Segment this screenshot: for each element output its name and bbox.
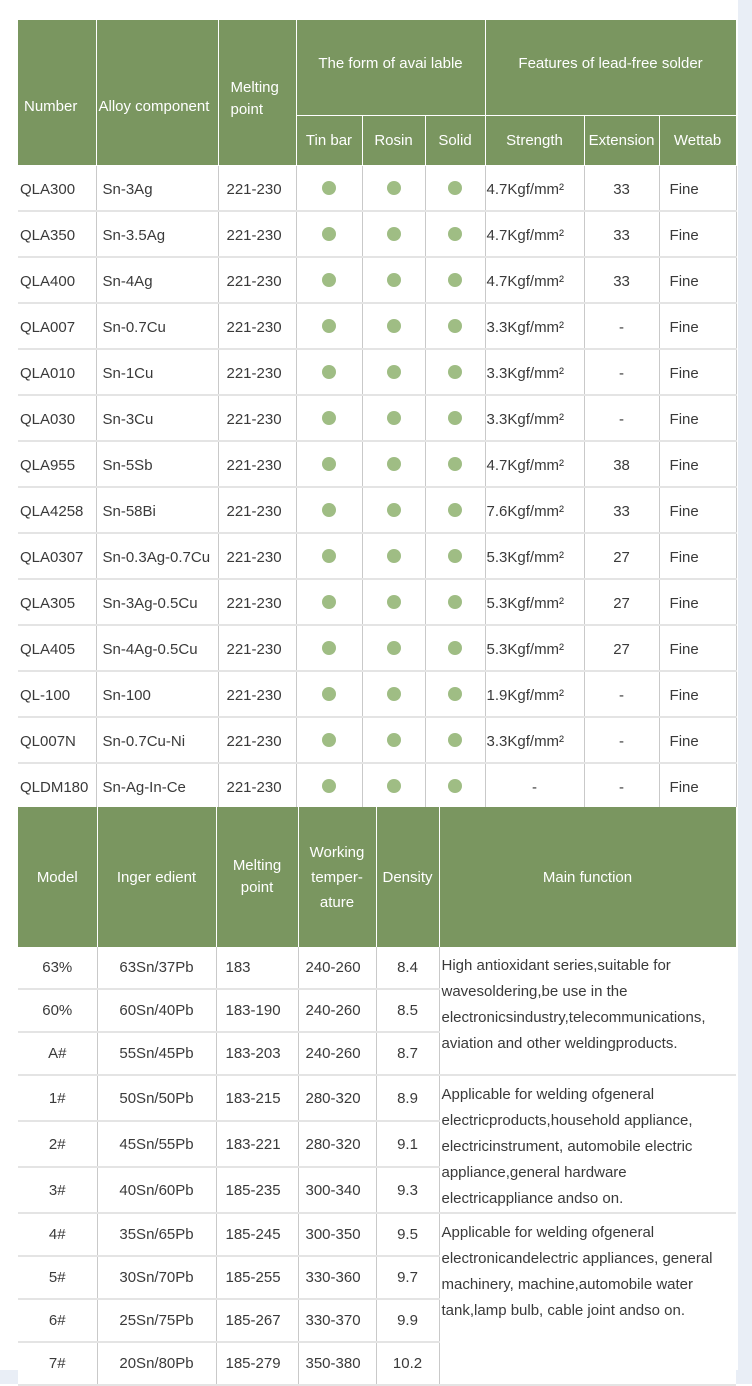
cell-number: QLA350: [18, 211, 96, 257]
cell-density: 9.3: [376, 1167, 439, 1213]
tin-bar-available-dot-icon: [322, 457, 336, 471]
cell-working-temperature: 240-260: [298, 1032, 376, 1075]
cell-alloy-component: Sn-3Ag: [96, 166, 218, 212]
table-row: [18, 1213, 736, 1256]
rosin-available-dot-icon: [387, 687, 401, 701]
cell-wettability: Fine: [659, 211, 736, 257]
cell-alloy-component: Sn-0.3Ag-0.7Cu: [96, 533, 218, 579]
cell-number: QLA400: [18, 257, 96, 303]
cell-alloy-component: Sn-4Ag: [96, 257, 218, 303]
solid-available-dot-icon: [448, 411, 462, 425]
cell-number: QLA007: [18, 303, 96, 349]
cell-tin-bar: [296, 303, 362, 349]
cell-solid: [425, 533, 485, 579]
lead-free-solder-rows: [18, 166, 736, 856]
table-row: [18, 625, 736, 671]
cell-model: 7#: [18, 1342, 97, 1385]
header-melting-point: Melting point: [218, 20, 296, 166]
cell-ingredient: 55Sn/45Pb: [97, 1032, 216, 1075]
cell-extension: 27: [584, 533, 659, 579]
header-alloy-component: Alloy component: [96, 20, 218, 166]
cell-model: A#: [18, 1032, 97, 1075]
cell-ingredient: 25Sn/75Pb: [97, 1299, 216, 1342]
cell-melting-point: 221-230: [218, 533, 296, 579]
table-row: [18, 303, 736, 349]
cell-number: QLA300: [18, 166, 96, 212]
cell-wettability: Fine: [659, 763, 736, 809]
cell-melting-point: 185-279: [216, 1342, 298, 1385]
cell-extension: 33: [584, 257, 659, 303]
cell-extension: -: [584, 671, 659, 717]
cell-solid: [425, 625, 485, 671]
cell-strength: 5.3Kgf/mm²: [485, 533, 584, 579]
rosin-available-dot-icon: [387, 733, 401, 747]
rosin-available-dot-icon: [387, 595, 401, 609]
cell-alloy-component: Sn-58Bi: [96, 487, 218, 533]
table-row: [18, 257, 736, 303]
cell-tin-bar: [296, 395, 362, 441]
tin-bar-available-dot-icon: [322, 779, 336, 793]
cell-tin-bar: [296, 763, 362, 809]
header-extension: Extension: [584, 116, 659, 166]
cell-main-function: [439, 1213, 736, 1385]
cell-ingredient: 50Sn/50Pb: [97, 1075, 216, 1121]
cell-number: QL-100: [18, 671, 96, 717]
tin-bar-available-dot-icon: [322, 181, 336, 195]
cell-density: 8.9: [376, 1075, 439, 1121]
rosin-available-dot-icon: [387, 365, 401, 379]
cell-wettability: Fine: [659, 257, 736, 303]
header-working-temperature: Working temper- ature: [298, 807, 376, 947]
cell-wettability: Fine: [659, 441, 736, 487]
cell-ingredient: 45Sn/55Pb: [97, 1121, 216, 1167]
rosin-available-dot-icon: [387, 227, 401, 241]
cell-alloy-component: Sn-0.7Cu: [96, 303, 218, 349]
cell-strength: 3.3Kgf/mm²: [485, 717, 584, 763]
cell-melting-point: 185-235: [216, 1167, 298, 1213]
cell-tin-bar: [296, 717, 362, 763]
cell-working-temperature: 280-320: [298, 1121, 376, 1167]
cell-alloy-component: Sn-0.7Cu-Ni: [96, 717, 218, 763]
cell-wettability: Fine: [659, 671, 736, 717]
cell-number: QLA0307: [18, 533, 96, 579]
cell-ingredient: 60Sn/40Pb: [97, 989, 216, 1032]
table-row: [18, 947, 736, 989]
cell-working-temperature: 330-370: [298, 1299, 376, 1342]
cell-strength: 5.3Kgf/mm²: [485, 579, 584, 625]
table-row: [18, 211, 736, 257]
header-model: Model: [18, 807, 97, 947]
solid-available-dot-icon: [448, 549, 462, 563]
cell-number: QL007N: [18, 717, 96, 763]
cell-alloy-component: Sn-1Cu: [96, 349, 218, 395]
solid-available-dot-icon: [448, 227, 462, 241]
cell-tin-bar: [296, 487, 362, 533]
table-row: [18, 441, 736, 487]
cell-melting-point: 185-267: [216, 1299, 298, 1342]
cell-melting-point: 221-230: [218, 257, 296, 303]
solid-available-dot-icon: [448, 273, 462, 287]
header-strength: Strength: [485, 116, 584, 166]
cell-strength: 1.9Kgf/mm²: [485, 671, 584, 717]
cell-model: 4#: [18, 1213, 97, 1256]
cell-melting-point: 221-230: [218, 717, 296, 763]
cell-density: 9.7: [376, 1256, 439, 1299]
cell-melting-point: 221-230: [218, 625, 296, 671]
cell-model: 60%: [18, 989, 97, 1032]
cell-tin-bar: [296, 211, 362, 257]
cell-solid: [425, 349, 485, 395]
cell-alloy-component: Sn-3Ag-0.5Cu: [96, 579, 218, 625]
cell-melting-point: 185-245: [216, 1213, 298, 1256]
cell-wettability: Fine: [659, 487, 736, 533]
cell-rosin: [362, 257, 425, 303]
table-row: [18, 763, 736, 809]
cell-melting-point: 185-255: [216, 1256, 298, 1299]
cell-melting-point: 221-230: [218, 211, 296, 257]
rosin-available-dot-icon: [387, 549, 401, 563]
cell-strength: 4.7Kgf/mm²: [485, 257, 584, 303]
cell-wettability: Fine: [659, 625, 736, 671]
tin-bar-available-dot-icon: [322, 319, 336, 333]
cell-working-temperature: 300-340: [298, 1167, 376, 1213]
cell-rosin: [362, 487, 425, 533]
cell-tin-bar: [296, 349, 362, 395]
cell-ingredient: 20Sn/80Pb: [97, 1342, 216, 1385]
solid-available-dot-icon: [448, 181, 462, 195]
cell-tin-bar: [296, 166, 362, 212]
cell-extension: 27: [584, 625, 659, 671]
cell-density: 9.5: [376, 1213, 439, 1256]
cell-melting-point: 221-230: [218, 579, 296, 625]
tin-bar-available-dot-icon: [322, 411, 336, 425]
cell-extension: -: [584, 349, 659, 395]
tin-bar-available-dot-icon: [322, 641, 336, 655]
cell-melting-point: 221-230: [218, 487, 296, 533]
tin-bar-available-dot-icon: [322, 365, 336, 379]
cell-tin-bar: [296, 441, 362, 487]
cell-alloy-component: Sn-4Ag-0.5Cu: [96, 625, 218, 671]
cell-model: 3#: [18, 1167, 97, 1213]
cell-wettability: Fine: [659, 395, 736, 441]
cell-extension: -: [584, 395, 659, 441]
cell-model: 5#: [18, 1256, 97, 1299]
cell-ingredient: 40Sn/60Pb: [97, 1167, 216, 1213]
cell-wettability: Fine: [659, 303, 736, 349]
cell-working-temperature: 240-260: [298, 947, 376, 989]
cell-melting-point: 221-230: [218, 349, 296, 395]
cell-working-temperature: 330-360: [298, 1256, 376, 1299]
cell-wettability: Fine: [659, 166, 736, 212]
cell-extension: 38: [584, 441, 659, 487]
header-melting-point-2: Melting point: [216, 807, 298, 947]
rosin-available-dot-icon: [387, 641, 401, 655]
cell-number: QLA305: [18, 579, 96, 625]
solid-available-dot-icon: [448, 365, 462, 379]
cell-density: 9.9: [376, 1299, 439, 1342]
cell-tin-bar: [296, 257, 362, 303]
main-function-text: Applicable for welding ofgeneral electronicandelectric appliances, general machinery, machine,automobile water tank,lamp bulb, cable joint andso on.: [441, 1224, 713, 1319]
cell-working-temperature: 350-380: [298, 1342, 376, 1385]
cell-melting-point: 221-230: [218, 395, 296, 441]
cell-rosin: [362, 579, 425, 625]
cell-alloy-component: Sn-3.5Ag: [96, 211, 218, 257]
cell-main-function: [439, 947, 736, 1075]
cell-melting-point: 221-230: [218, 671, 296, 717]
cell-rosin: [362, 349, 425, 395]
table-row: [18, 671, 736, 717]
header-main-function: Main function: [439, 807, 736, 947]
cell-solid: [425, 257, 485, 303]
cell-rosin: [362, 395, 425, 441]
cell-wettability: Fine: [659, 533, 736, 579]
cell-wettability: Fine: [659, 579, 736, 625]
cell-density: 8.4: [376, 947, 439, 989]
solid-available-dot-icon: [448, 595, 462, 609]
cell-solid: [425, 671, 485, 717]
cell-number: QLA4258: [18, 487, 96, 533]
rosin-available-dot-icon: [387, 503, 401, 517]
cell-model: 63%: [18, 947, 97, 989]
table-row: [18, 717, 736, 763]
cell-extension: -: [584, 763, 659, 809]
cell-strength: 3.3Kgf/mm²: [485, 395, 584, 441]
rosin-available-dot-icon: [387, 411, 401, 425]
header-ingredient: Inger edient: [97, 807, 216, 947]
tin-lead-solder-table: [18, 807, 737, 1386]
cell-density: 9.1: [376, 1121, 439, 1167]
tin-bar-available-dot-icon: [322, 549, 336, 563]
cell-alloy-component: Sn-5Sb: [96, 441, 218, 487]
cell-strength: 7.6Kgf/mm²: [485, 487, 584, 533]
rosin-available-dot-icon: [387, 779, 401, 793]
cell-strength: 3.3Kgf/mm²: [485, 349, 584, 395]
solid-available-dot-icon: [448, 319, 462, 333]
cell-extension: -: [584, 717, 659, 763]
table-row: [18, 166, 736, 212]
cell-ingredient: 30Sn/70Pb: [97, 1256, 216, 1299]
solid-available-dot-icon: [448, 503, 462, 517]
solid-available-dot-icon: [448, 687, 462, 701]
solid-available-dot-icon: [448, 641, 462, 655]
cell-melting-point: 183-215: [216, 1075, 298, 1121]
rosin-available-dot-icon: [387, 181, 401, 195]
cell-extension: 27: [584, 579, 659, 625]
tin-bar-available-dot-icon: [322, 687, 336, 701]
cell-solid: [425, 303, 485, 349]
cell-strength: 5.3Kgf/mm²: [485, 625, 584, 671]
cell-number: QLA010: [18, 349, 96, 395]
cell-number: QLA405: [18, 625, 96, 671]
cell-tin-bar: [296, 625, 362, 671]
cell-wettability: Fine: [659, 717, 736, 763]
header-number: Number: [18, 20, 96, 166]
cell-tin-bar: [296, 533, 362, 579]
tin-bar-available-dot-icon: [322, 503, 336, 517]
cell-melting-point: 221-230: [218, 166, 296, 212]
cell-rosin: [362, 441, 425, 487]
cell-solid: [425, 211, 485, 257]
cell-melting-point: 183: [216, 947, 298, 989]
cell-density: 8.5: [376, 989, 439, 1032]
cell-rosin: [362, 211, 425, 257]
cell-rosin: [362, 763, 425, 809]
cell-solid: [425, 763, 485, 809]
header-density: Density: [376, 807, 439, 947]
cell-model: 1#: [18, 1075, 97, 1121]
tin-bar-available-dot-icon: [322, 595, 336, 609]
cell-number: QLA955: [18, 441, 96, 487]
cell-alloy-component: Sn-3Cu: [96, 395, 218, 441]
solid-available-dot-icon: [448, 779, 462, 793]
cell-ingredient: 35Sn/65Pb: [97, 1213, 216, 1256]
cell-solid: [425, 717, 485, 763]
cell-model: 6#: [18, 1299, 97, 1342]
cell-model: 2#: [18, 1121, 97, 1167]
cell-melting-point: 183-190: [216, 989, 298, 1032]
header-lead-free-features: Features of lead-free solder: [485, 20, 736, 116]
cell-extension: -: [584, 303, 659, 349]
table-row: [18, 533, 736, 579]
cell-working-temperature: 240-260: [298, 989, 376, 1032]
solid-available-dot-icon: [448, 457, 462, 471]
tin-bar-available-dot-icon: [322, 733, 336, 747]
cell-solid: [425, 579, 485, 625]
cell-density: 10.2: [376, 1342, 439, 1385]
solid-available-dot-icon: [448, 733, 462, 747]
cell-melting-point: 221-230: [218, 303, 296, 349]
rosin-available-dot-icon: [387, 273, 401, 287]
tin-lead-solder-rows: [18, 947, 736, 1385]
cell-strength: 3.3Kgf/mm²: [485, 303, 584, 349]
cell-melting-point: 183-203: [216, 1032, 298, 1075]
rosin-available-dot-icon: [387, 457, 401, 471]
cell-strength: 4.7Kgf/mm²: [485, 166, 584, 212]
page-edge-right: [738, 0, 752, 1384]
cell-rosin: [362, 625, 425, 671]
header-wettability: Wettab: [659, 116, 736, 166]
header-tin-bar: Tin bar: [296, 116, 362, 166]
cell-extension: 33: [584, 166, 659, 212]
cell-number: QLA030: [18, 395, 96, 441]
cell-rosin: [362, 671, 425, 717]
cell-working-temperature: 300-350: [298, 1213, 376, 1256]
cell-extension: 33: [584, 211, 659, 257]
cell-working-temperature: 280-320: [298, 1075, 376, 1121]
header-solid: Solid: [425, 116, 485, 166]
table-row: [18, 579, 736, 625]
cell-solid: [425, 166, 485, 212]
cell-solid: [425, 395, 485, 441]
cell-main-function: [439, 1075, 736, 1213]
cell-strength: 4.7Kgf/mm²: [485, 211, 584, 257]
cell-density: 8.7: [376, 1032, 439, 1075]
rosin-available-dot-icon: [387, 319, 401, 333]
cell-tin-bar: [296, 671, 362, 717]
cell-ingredient: 63Sn/37Pb: [97, 947, 216, 989]
tin-bar-available-dot-icon: [322, 227, 336, 241]
main-function-text: High antioxidant series,suitable for wavesoldering,be use in the electronicsindustry,telecommunications, aviation and other weldingproducts.: [441, 957, 706, 1052]
cell-alloy-component: Sn-100: [96, 671, 218, 717]
cell-alloy-component: Sn-Ag-In-Ce: [96, 763, 218, 809]
tin-bar-available-dot-icon: [322, 273, 336, 287]
table-row: [18, 1075, 736, 1121]
header-available-form: The form of avai lable: [296, 20, 485, 116]
cell-strength: -: [485, 763, 584, 809]
cell-tin-bar: [296, 579, 362, 625]
table-row: [18, 395, 736, 441]
cell-rosin: [362, 533, 425, 579]
lead-free-solder-table: [18, 20, 737, 856]
cell-rosin: [362, 166, 425, 212]
cell-rosin: [362, 717, 425, 763]
cell-melting-point: 221-230: [218, 441, 296, 487]
table-row: [18, 349, 736, 395]
cell-melting-point: 221-230: [218, 763, 296, 809]
cell-melting-point: 183-221: [216, 1121, 298, 1167]
cell-solid: [425, 487, 485, 533]
cell-number: QLDM180: [18, 763, 96, 809]
table-row: [18, 487, 736, 533]
main-function-text: Applicable for welding ofgeneral electricproducts,household appliance, electricinstrument, automobile electric appliance,general hardware electricappliance andso on.: [441, 1086, 693, 1207]
cell-extension: 33: [584, 487, 659, 533]
cell-rosin: [362, 303, 425, 349]
header-rosin: Rosin: [362, 116, 425, 166]
cell-strength: 4.7Kgf/mm²: [485, 441, 584, 487]
cell-wettability: Fine: [659, 349, 736, 395]
cell-solid: [425, 441, 485, 487]
